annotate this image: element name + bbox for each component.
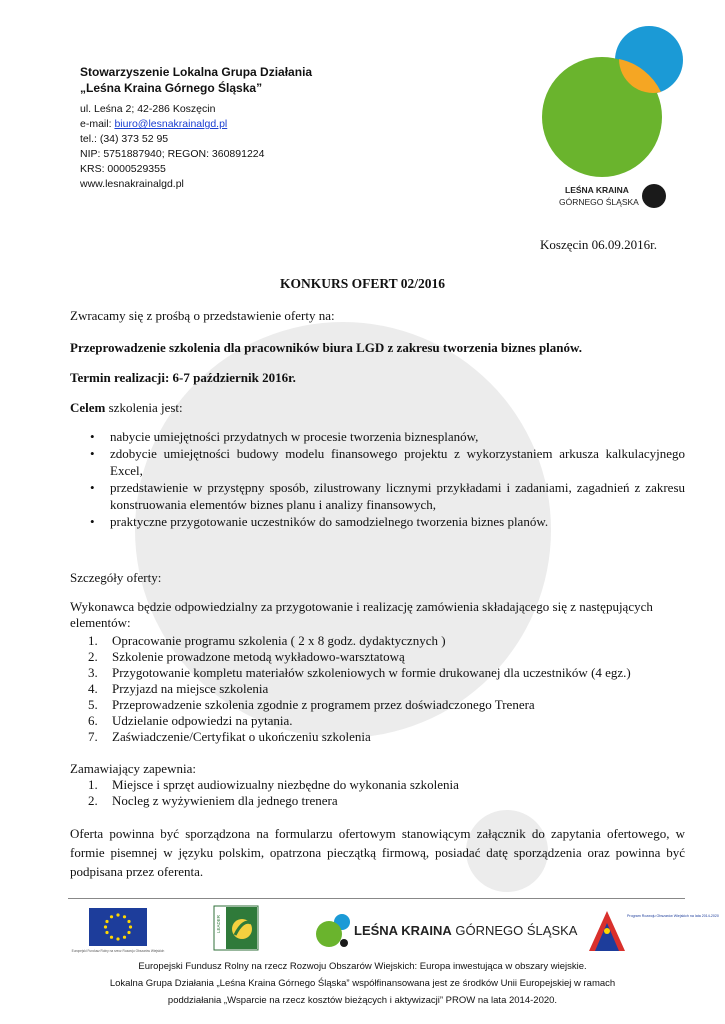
footer-divider [68,898,685,899]
lgd-small-logo-icon [315,913,353,949]
org-name-line2: „Leśna Kraina Górnego Śląska” [80,81,263,95]
client-item: 1. Miejsce i sprzęt audiowizualny niezbędne do wykonania szkolenia [88,777,459,792]
client-item: 2. Nocleg z wyżywieniem dla jednego trenera [88,793,338,808]
client-intro: Zamawiający zapewnia: [70,761,196,776]
prow-logo-icon [585,905,719,955]
document-date: Koszęcin 06.09.2016r. [540,237,657,252]
footer-line-3: poddziałania „Wsparcie na rzecz kosztów bieżących i aktywizacji” PROW na lata 2014-2020. [167,995,558,1006]
footer-logos [0,903,725,963]
goal-item: • nabycie umiejętności przydatnych w procesie tworzenia biznesplanów, [90,428,685,445]
intro-text: Zwracamy się z prośbą o przedstawienie oferty na: [70,308,335,323]
contractor-item: 2. Szkolenie prowadzone metodą wykładowo-warsztatową [88,649,405,664]
contractor-item: 6. Udzielanie odpowiedzi na pytania. [88,713,293,728]
logo-text-line2: GÓRNEGO ŚLĄSKA [559,197,639,207]
organization-header [80,64,410,192]
eu-flag-icon [71,907,165,961]
goals-list [90,428,685,530]
eu-caption: Europejski Fundusz Rolny na rzecz Rozwoju Obszarów Wiejskich [71,949,165,953]
contractor-items-list [88,633,688,745]
footer-text [0,958,725,1009]
phone: tel.: (34) 373 52 95 [80,133,169,145]
lgd-logo-graphic [535,25,685,215]
goal-item: • przedstawienie w przystępny sposób, zilustrowany licznymi przykładami i zadaniami, zagadnień z zakresu konstruowania elementów biznes planu i analizy finansowych, [90,479,685,513]
contractor-item: 3. Przygotowanie kompletu materiałów szkoleniowych w formie drukowanej dla uczestników (4 egz.) [88,665,631,680]
email-line [80,117,410,132]
contractor-item: 5. Przeprowadzenie szkolenia zgodnie z programem przez doświadczonego Trenera [88,697,535,712]
goals-heading-bold: Celem [70,400,106,415]
document-title: KONKURS OFERT 02/2016 [279,276,446,291]
details-heading: Szczegóły oferty: [70,570,162,585]
leader-logo-icon [213,905,259,953]
org-name-line1: Stowarzyszenie Lokalna Grupa Działania [80,65,313,79]
krs: KRS: 0000529355 [80,163,166,175]
lgd-logo [535,25,685,215]
address: ul. Leśna 2; 42-286 Koszęcin [80,103,216,115]
contractor-item: 1. Opracowanie programu szkolenia ( 2 x 8 godz. dydaktycznych ) [88,633,446,648]
contractor-item: 4. Przyjazd na miejsce szkolenia [88,681,269,696]
contractor-intro: Wykonawca będzie odpowiedzialny za przygotowanie i realizację zamówienia składającego się z następujących elementów: [70,599,653,630]
closing-paragraph: Oferta powinna być sporządzona na formularzu ofertowym stanowiącym załącznik do zapytania ofertowego, w formie pisemnej w języku polskim, opatrzona pieczątką firmową, posiadać datę sporządzenia oraz powinna być podpisana przez oferenta. [70,826,685,879]
contractor-item: 7. Zaświadczenie/Certyfikat o ukończeniu szkolenia [88,729,371,744]
footer-line-1: Europejski Fundusz Rolny na rzecz Rozwoju Obszarów Wiejskich: Europa inwestująca w obszary wiejskie. [138,961,587,972]
prow-caption: Program Rozwoju Obszarów Wiejskich na lata 2014-2020 [627,914,719,918]
website: www.lesnakrainalgd.pl [80,178,184,190]
email-label: e-mail: [80,118,115,130]
goals-heading-rest: szkolenia jest: [105,400,183,415]
nip-regon: NIP: 5751887940; REGON: 360891224 [80,148,265,160]
deadline-text: Termin realizacji: 6-7 październik 2016r. [70,370,296,385]
client-items-list [88,777,688,809]
goal-item: • zdobycie umiejętności budowy modelu finansowego projektu z wykorzystaniem arkusza kalkulacyjnego Excel, [90,445,685,479]
contact-details [80,102,410,192]
footer-line-2: Lokalna Grupa Działania „Leśna Kraina Górnego Śląska” współfinansowana jest ze środków Unii Europejskiej w ramach [109,978,616,989]
logo-text-line1: LEŚNA KRAINA [565,185,629,195]
email-link[interactable]: biuro@lesnakrainalgd.pl [114,118,228,130]
goals-heading [70,400,685,416]
subject-text: Przeprowadzenie szkolenia dla pracowników biura LGD z zakresu tworzenia biznes planów. [70,340,582,355]
leader-label: LEADER [216,914,221,933]
lgd-footer-name: LEŚNA KRAINA GÓRNEGO ŚLĄSKA [354,923,578,938]
goal-item: • praktyczne przygotowanie uczestników do samodzielnego tworzenia biznes planów. [90,513,685,530]
